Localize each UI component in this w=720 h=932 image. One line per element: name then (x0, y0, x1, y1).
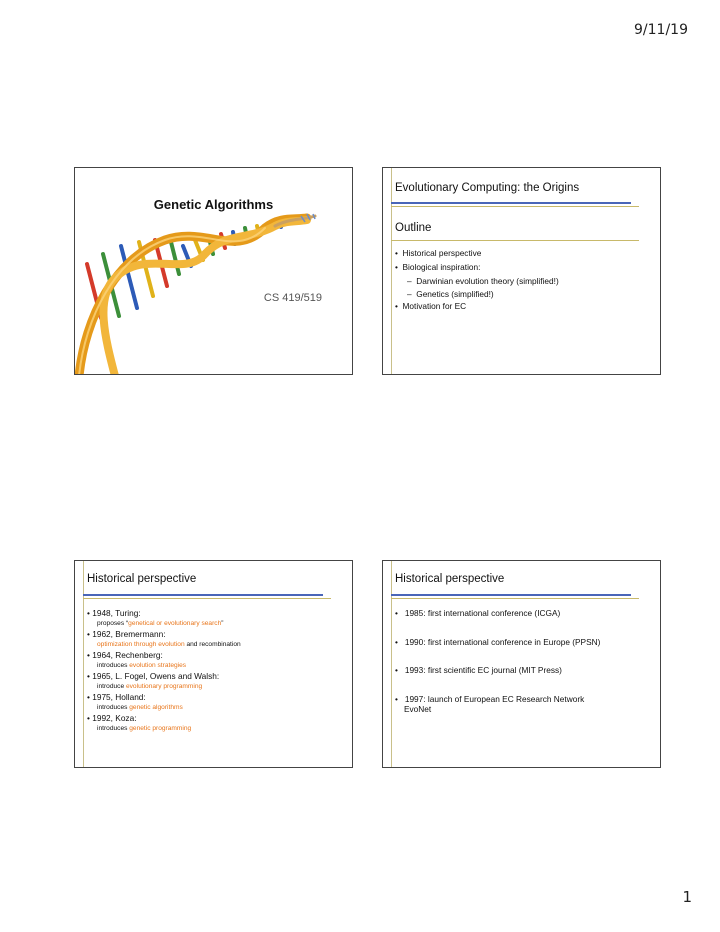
timeline-entry: • 1992, Koza: (87, 713, 137, 723)
timeline-entry: • 1948, Turing: (87, 608, 141, 618)
heading-rule (391, 594, 631, 596)
heading-rule (83, 594, 323, 596)
slide-title-text: Genetic Algorithms (153, 197, 274, 212)
course-code: CS 419/519 (263, 292, 322, 304)
heading-rule (391, 202, 631, 204)
timeline-detail: introduces evolution strategies (97, 662, 187, 669)
bullet-item: • Historical perspective (395, 248, 482, 258)
slide-history-2 (382, 560, 661, 768)
slide-accent-line (391, 168, 392, 374)
timeline-entry: • 1964, Rechenberg: (87, 650, 163, 660)
heading-rule-secondary (83, 598, 331, 599)
timeline-entry: • 1962, Bremermann: (87, 629, 166, 639)
bullet-item: • 1993: first scientific EC journal (MIT Press) (395, 665, 562, 675)
bullet-item: • 1990: first international conference in Europe (PPSN) (395, 637, 601, 647)
slide-heading: Evolutionary Computing: the Origins (395, 182, 580, 194)
slide-outline (382, 167, 661, 375)
timeline-entry: • 1965, L. Fogel, Owens and Walsh: (87, 671, 220, 681)
bullet-continuation: EvoNet (404, 704, 432, 714)
slide-heading: Historical perspective (87, 573, 197, 585)
slide-heading: Historical perspective (395, 573, 505, 585)
timeline-detail: optimization through evolution and recombination (97, 641, 241, 648)
bullet-item: • Motivation for EC (395, 301, 467, 311)
timeline-detail: introduce evolutionary programming (97, 683, 203, 690)
timeline-detail: introduces genetic algorithms (97, 704, 183, 711)
timeline-detail: proposes “genetical or evolutionary search” (97, 620, 224, 627)
page-number: 1 (682, 888, 692, 906)
heading-rule-secondary (391, 598, 639, 599)
slide-accent-line (391, 561, 392, 767)
timeline-entry: • 1975, Holland: (87, 692, 146, 702)
heading-rule-secondary (391, 206, 639, 207)
slide-title (74, 167, 353, 375)
timeline-detail: introduces genetic programming (97, 725, 192, 732)
slide-accent-line (83, 561, 84, 767)
page-date: 9/11/19 (634, 22, 688, 38)
subheading-rule (391, 240, 639, 241)
bullet-item: • Biological inspiration: (395, 262, 481, 272)
bullet-item: • 1997: launch of European EC Research Network (395, 694, 585, 704)
bullet-item: • 1985: first international conference (ICGA) (395, 608, 561, 618)
sub-bullet-item: – Genetics (simplified!) (407, 289, 494, 299)
slide-subheading: Outline (395, 222, 432, 234)
sub-bullet-item: – Darwinian evolution theory (simplified!) (407, 276, 559, 286)
slide-history-1 (74, 560, 353, 768)
